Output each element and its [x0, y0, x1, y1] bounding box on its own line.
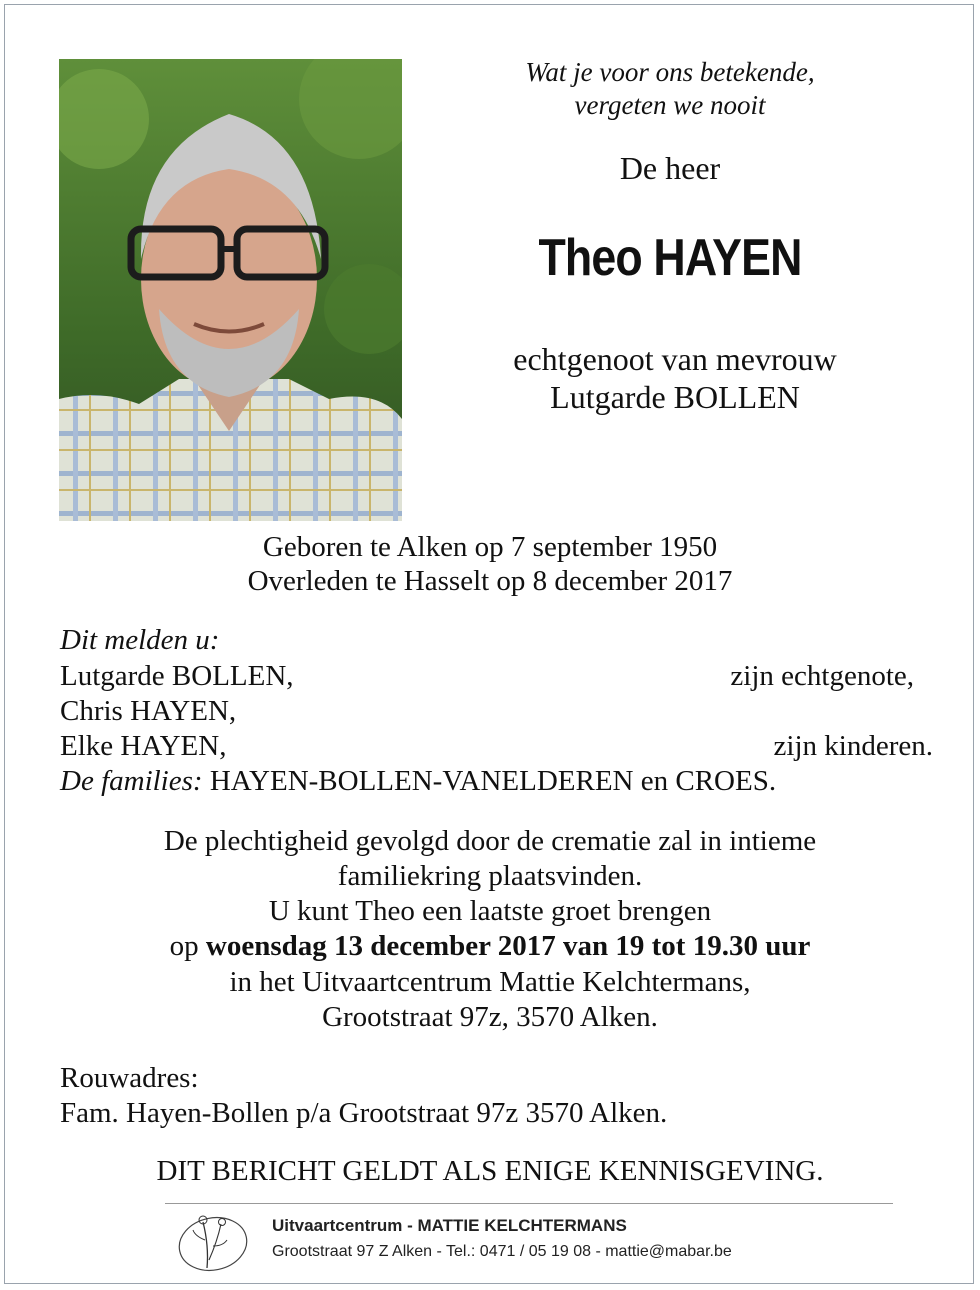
spouse-line-1: echtgenoot van mevrouw — [513, 341, 837, 377]
ceremony-date-prefix: op — [169, 930, 206, 962]
deceased-name: Theo HAYEN — [538, 229, 802, 287]
address-value: Fam. Hayen-Bollen p/a Grootstraat 97z 3570 Alken. — [60, 1097, 668, 1129]
motto-line-2: vergeten we nooit — [574, 90, 766, 120]
honorific: De heer — [619, 150, 721, 186]
announcer-name: Lutgarde BOLLEN, — [60, 660, 294, 692]
footer-company: Uitvaartcentrum - MATTIE KELCHTERMANS — [272, 1216, 627, 1235]
ceremony-address: Grootstraat 97z, 3570 Alken. — [322, 1001, 658, 1033]
ceremony-line-3: U kunt Theo een laatste groet brengen — [268, 895, 712, 927]
ceremony-venue: in het Uitvaartcentrum Mattie Kelchtermans, — [229, 966, 751, 998]
address-label: Rouwadres: — [60, 1062, 199, 1094]
announcers-intro: Dit melden u: — [60, 624, 220, 656]
announcer-relation: zijn kinderen. — [773, 730, 933, 762]
flower-logo-icon — [173, 1210, 255, 1274]
announcer-relation: zijn echtgenote, — [730, 660, 914, 692]
ceremony-line-1: De plechtigheid gevolgd door de crematie zal in intieme — [163, 825, 817, 857]
families-line — [60, 765, 776, 798]
portrait-photo — [59, 59, 402, 521]
footer-divider — [165, 1203, 893, 1204]
ceremony-date-line — [0, 929, 980, 964]
ceremony-date: woensdag 13 december 2017 van 19 tot 19.30 uur — [205, 930, 811, 962]
families-label: De families: — [60, 765, 203, 797]
announcer-name: Chris HAYEN, — [60, 695, 237, 727]
families-names: HAYEN-BOLLEN-VANELDEREN en CROES. — [209, 765, 777, 797]
spouse-line-2: Lutgarde BOLLEN — [550, 379, 800, 415]
ceremony-line-2: familiekring plaatsvinden. — [337, 860, 643, 892]
announcer-name: Elke HAYEN, — [60, 730, 227, 762]
birth-date: Geboren te Alken op 7 september 1950 — [262, 531, 718, 563]
footer-contact: Grootstraat 97 Z Alken - Tel.: 0471 / 05 19 08 - mattie@mabar.be — [272, 1243, 732, 1260]
notice-line: DIT BERICHT GELDT ALS ENIGE KENNISGEVING. — [156, 1155, 824, 1187]
death-date: Overleden te Hasselt op 8 december 2017 — [247, 565, 733, 597]
motto-line-1: Wat je voor ons betekende, — [525, 57, 815, 87]
